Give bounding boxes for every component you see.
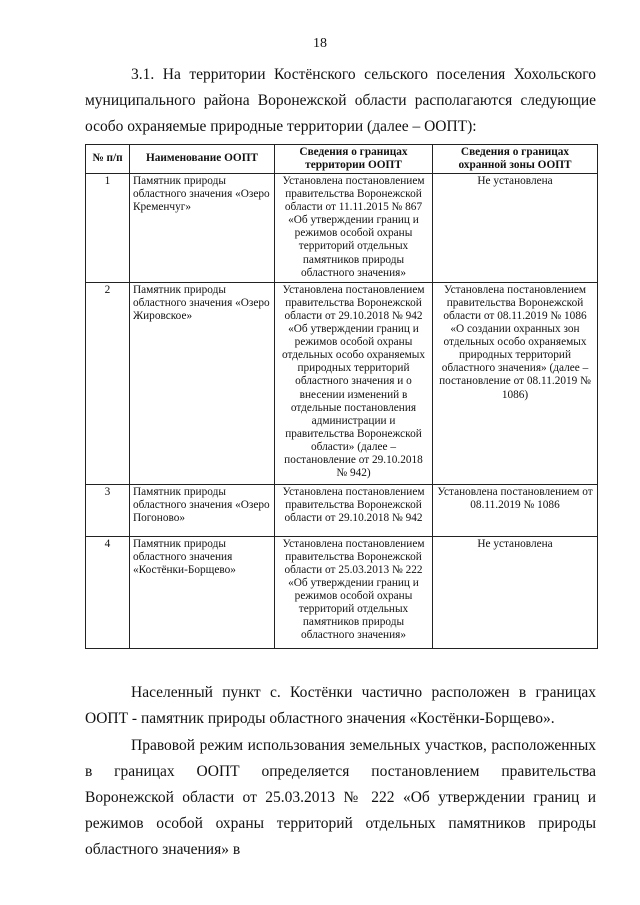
cell-boundaries: Установлена постановлением правительства Воронежской области от 29.10.2018 № 942 «Об утверждении границ и режимов особой охраны отдельных особо охраняемых природных территорий областного значения и о внесении изменений в отдельные постановления администрации и правительства Воронежской области» (далее – постановление от 29.10.2018 № 942) (275, 282, 433, 484)
cell-zone: Не установлена (433, 174, 598, 283)
cell-name: Памятник природы областного значения «Костёнки-Борщево» (130, 536, 275, 648)
cell-boundaries: Установлена постановлением правительства Воронежской области от 25.03.2013 № 222 «Об утверждении границ и режимов особой охраны территорий отдельных памятников природы областного значения» (275, 536, 433, 648)
cell-name: Памятник природы областного значения «Озеро Жировское» (130, 282, 275, 484)
page-number: 18 (313, 36, 327, 51)
settlement-paragraph: Населенный пункт с. Костёнки частично расположен в границах ООПТ - памятник природы областного значения «Костёнки-Борщево». (85, 684, 596, 727)
legal-regime-paragraph: Правовой режим использования земельных участков, расположенных в границах ООПТ определяется постановлением правительства Воронежской области от 25.03.2013 № 222 «Об утверждении границ и режимов особой охраны территорий отдельных памятников природы областного значения» в (85, 737, 596, 858)
cell-number: 4 (86, 536, 130, 648)
cell-number: 1 (86, 174, 130, 283)
cell-zone: Установлена постановлением правительства Воронежской области от 08.11.2019 № 1086 «О создании охранных зон отдельных особо охраняемых природных территорий областного значения» (далее – постановление от 08.11.2019 № 1086) (433, 282, 598, 484)
table-row (86, 282, 598, 484)
table-row (86, 536, 598, 648)
cell-name: Памятник природы областного значения «Озеро Погоново» (130, 484, 275, 536)
cell-number: 2 (86, 282, 130, 484)
cell-name: Памятник природы областного значения «Озеро Кременчуг» (130, 174, 275, 283)
header-name: Наименование ООПТ (130, 145, 275, 174)
cell-zone: Не установлена (433, 536, 598, 648)
oopt-table (85, 144, 598, 649)
table-row (86, 484, 598, 536)
cell-boundaries: Установлена постановлением правительства Воронежской области от 29.10.2018 № 942 (275, 484, 433, 536)
cell-boundaries: Установлена постановлением правительства Воронежской области от 11.11.2015 № 867 «Об утверждении границ и режимов особой охраны территорий отдельных памятников природы областного значения» (275, 174, 433, 283)
table-header-row (86, 145, 598, 174)
table-row (86, 174, 598, 283)
header-boundaries: Сведения о границах территории ООПТ (275, 145, 433, 174)
cell-number: 3 (86, 484, 130, 536)
intro-paragraph: 3.1. На территории Костёнского сельского поселения Хохольского муниципального района Воронежской области располагаются следующие особо охраняемые природные территории (далее – ООПТ): (85, 66, 596, 135)
header-number: № п/п (86, 145, 130, 174)
cell-zone: Установлена постановлением от 08.11.2019 № 1086 (433, 484, 598, 536)
header-zone: Сведения о границах охранной зоны ООПТ (433, 145, 598, 174)
